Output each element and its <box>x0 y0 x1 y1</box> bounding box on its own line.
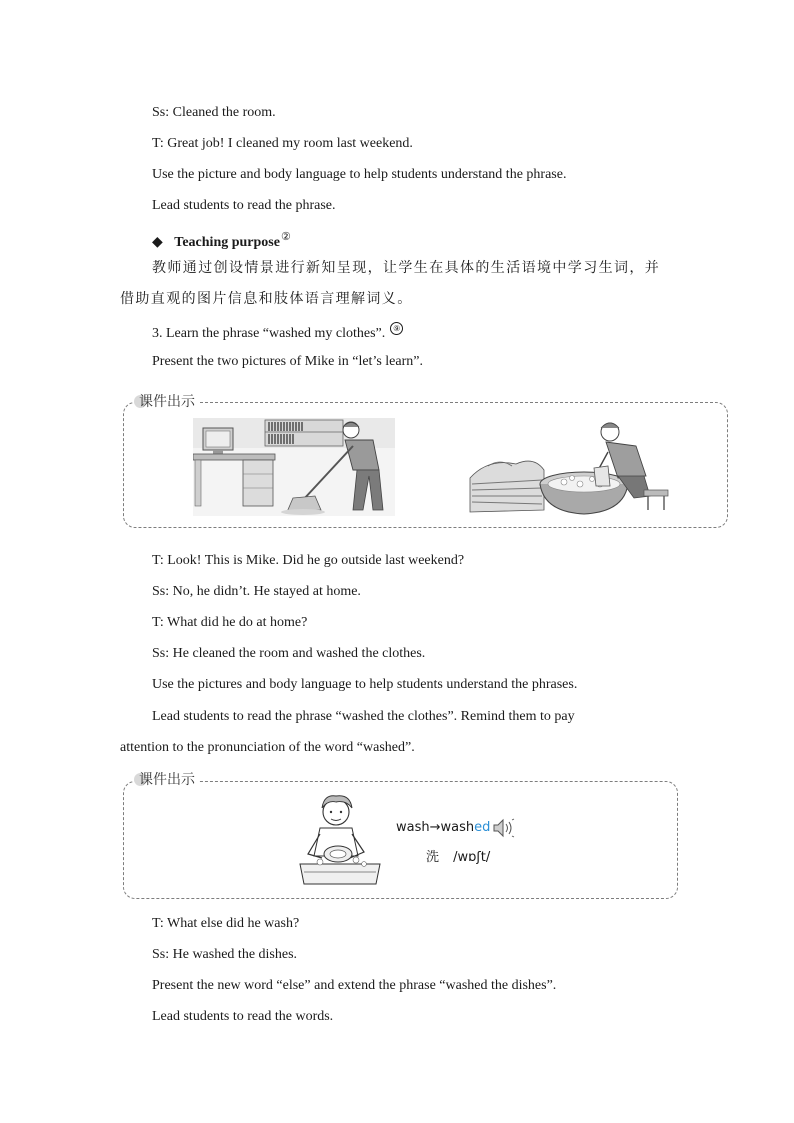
instruction-line: Use the picture and body language to help students understand the phrase. <box>152 167 567 182</box>
instruction-line: Use the pictures and body language to help students understand the phrases. <box>152 677 578 692</box>
dialog-line: Ss: Cleaned the room. <box>152 105 276 120</box>
footnote-marker: ② <box>280 231 291 243</box>
pronunciation-line <box>426 846 490 865</box>
arrow-glyph: → <box>429 820 441 835</box>
ipa-transcription: /wɒʃt/ <box>453 850 491 865</box>
dialog-line: Ss: No, he didn’t. He stayed at home. <box>152 584 361 599</box>
instruction-line: attention to the pronunciation of the word “washed”. <box>120 740 415 755</box>
mike-washing-clothes-illustration <box>468 418 672 516</box>
dialog-line: Ss: He cleaned the room and washed the clothes. <box>152 646 426 661</box>
courseware-label-2 <box>134 771 199 789</box>
footnote-marker: ⑨ <box>390 322 403 335</box>
diamond-bullet: ◆ <box>152 235 163 250</box>
step-3-title-text: 3. Learn the phrase “washed my clothes”. <box>152 326 386 341</box>
step-3-present: Present the two pictures of Mike in “let’s learn”. <box>152 354 423 369</box>
instruction-line: Lead students to read the phrase. <box>152 198 336 213</box>
instruction-line: Lead students to read the words. <box>152 1009 334 1024</box>
instruction-line: Present the new word “else” and extend the phrase “washed the dishes”. <box>152 978 557 993</box>
speaker-icon[interactable] <box>492 818 516 838</box>
base-word: wash <box>396 820 430 835</box>
dialog-line: T: What did he do at home? <box>152 615 308 630</box>
instruction-line: Lead students to read the phrase “washed the clothes”. Remind them to pay <box>152 709 575 724</box>
teaching-purpose-heading <box>152 228 291 252</box>
dialog-line: T: Great job! I cleaned my room last weekend. <box>152 136 413 151</box>
dialog-line: T: Look! This is Mike. Did he go outside last weekend? <box>152 553 465 568</box>
past-word-stem: wash <box>440 820 475 835</box>
courseware-label-1 <box>134 393 199 411</box>
mike-washing-dishes-illustration <box>298 792 384 888</box>
courseware-label-text: 课件出示 <box>139 394 195 410</box>
chinese-meaning: 洗 <box>426 850 440 865</box>
step-3-title <box>152 322 403 343</box>
courseware-label-text: 课件出示 <box>139 772 195 788</box>
mike-cleaning-room-illustration <box>193 418 395 516</box>
courseware-box-2 <box>123 781 678 899</box>
teaching-purpose-title: Teaching purpose <box>174 235 280 250</box>
dialog-line: Ss: He washed the dishes. <box>152 947 298 962</box>
vocab-line <box>396 820 490 835</box>
purpose-text-line: 借助直观的图片信息和肢体语言理解词义。 <box>120 291 413 307</box>
past-word-suffix: ed <box>474 820 491 835</box>
dialog-line: T: What else did he wash? <box>152 916 300 931</box>
purpose-text-line: 教师通过创设情景进行新知呈现，让学生在具体的生活语境中学习生词，并 <box>152 260 661 276</box>
